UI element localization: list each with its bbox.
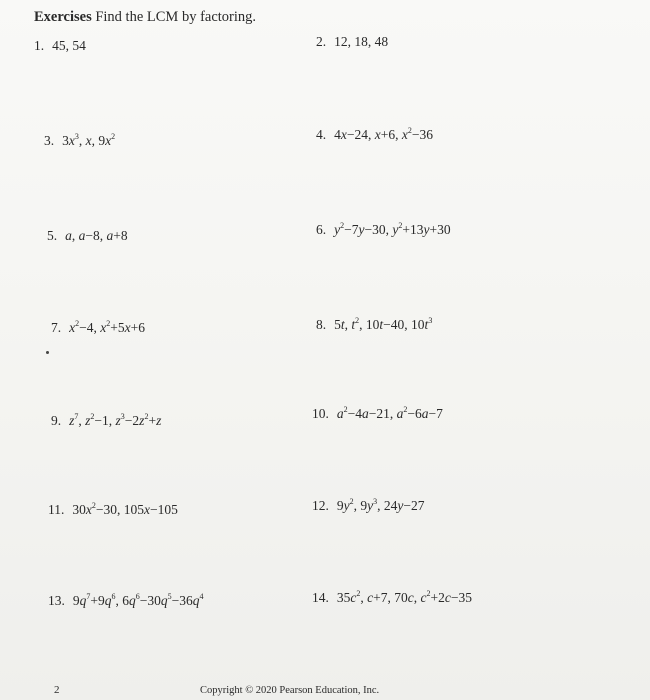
exercise-text: 5t, $t^2$, 10t−40, $10t^3$ bbox=[334, 316, 433, 332]
exercise-number: 2. bbox=[316, 34, 327, 49]
exercise-13 bbox=[48, 593, 204, 609]
exercise-9 bbox=[51, 413, 161, 429]
exercise-number: 4. bbox=[316, 127, 327, 142]
page-number: 2 bbox=[54, 684, 60, 696]
exercise-text: 4x−24, x+6, $x^2-36$ bbox=[334, 126, 433, 142]
exercise-2 bbox=[316, 34, 388, 50]
exercise-1 bbox=[34, 38, 86, 54]
exercise-text: $3x^3$, x, $9x^2$ bbox=[62, 132, 116, 148]
exercise-text: $35c^2$, c+7, 70c, $c^2+2c-35$ bbox=[336, 589, 472, 605]
exercise-text: a, a−8, a+8 bbox=[65, 228, 128, 243]
header-instruction: Find the LCM by factoring. bbox=[95, 9, 257, 25]
exercise-12 bbox=[312, 498, 425, 514]
exercise-text: $30x^2-30$, 105x−105 bbox=[72, 501, 178, 517]
exercise-number: 7. bbox=[51, 320, 62, 335]
exercise-5 bbox=[47, 228, 128, 244]
exercise-text: 12, 18, 48 bbox=[334, 34, 389, 49]
copyright-notice: Copyright © 2020 Pearson Education, Inc. bbox=[200, 685, 380, 696]
exercise-7 bbox=[51, 320, 145, 336]
exercise-number: 14. bbox=[312, 590, 329, 605]
exercise-14 bbox=[312, 590, 472, 606]
exercise-text: $x^2-4$, $x^2+5x+6$ bbox=[69, 319, 145, 335]
exercise-text: $a^2-4a-21$, $a^2-6a-7$ bbox=[336, 405, 443, 421]
exercise-3 bbox=[44, 133, 115, 149]
exercise-text: $9q^7+9q^6$, $6q^6-30q^5-36q^4$ bbox=[72, 592, 204, 608]
exercises-header bbox=[34, 9, 256, 26]
exercise-number: 9. bbox=[51, 413, 62, 428]
exercise-number: 3. bbox=[44, 133, 55, 148]
exercise-number: 5. bbox=[47, 228, 58, 243]
exercise-8 bbox=[316, 317, 432, 333]
exercise-text: $z^7$, $z^2-1$, $z^3-2z^2+z$ bbox=[69, 412, 162, 428]
exercise-text: 45, 54 bbox=[52, 38, 86, 53]
exercise-number: 10. bbox=[312, 406, 329, 421]
exercise-text: $y^2-7y-30$, $y^2+13y+30$ bbox=[334, 221, 451, 237]
exercise-11 bbox=[48, 502, 178, 518]
exercise-6 bbox=[316, 222, 451, 238]
exercise-10 bbox=[312, 406, 443, 422]
exercise-4 bbox=[316, 127, 433, 143]
exercise-number: 6. bbox=[316, 222, 327, 237]
exercise-number: 13. bbox=[48, 593, 65, 608]
exercise-text: $9y^2$, $9y^3$, 24y−27 bbox=[336, 497, 425, 513]
pencil-dot bbox=[46, 351, 49, 354]
exercise-number: 12. bbox=[312, 498, 329, 513]
exercise-number: 1. bbox=[34, 38, 45, 53]
header-title: Exercises bbox=[34, 9, 92, 25]
exercise-number: 11. bbox=[48, 502, 65, 517]
exercise-number: 8. bbox=[316, 317, 327, 332]
